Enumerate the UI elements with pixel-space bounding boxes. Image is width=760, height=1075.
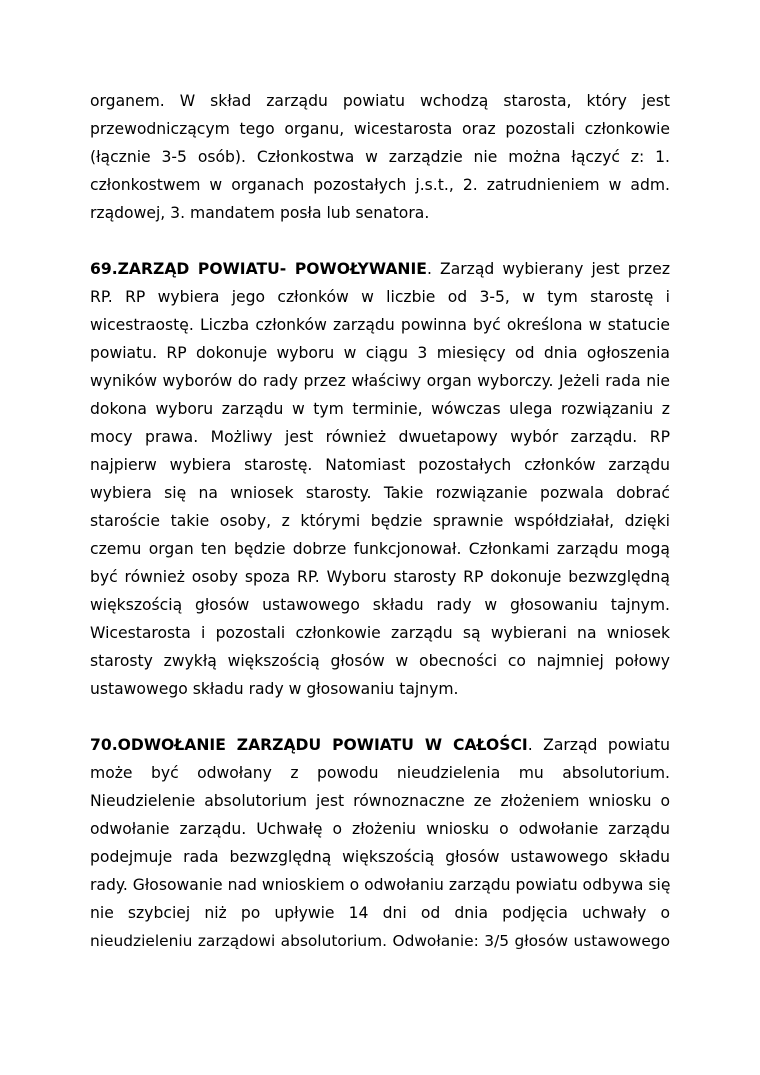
text-line: przewodniczącym tego organu, wicestarosta oraz pozostali członkowie: [90, 120, 670, 138]
text-line: większością głosów ustawowego składu rady w głosowaniu tajnym.: [90, 596, 670, 614]
text-line: wybiera się na wniosek starosty. Takie rozwiązanie pozwala dobrać: [90, 484, 670, 502]
text-line: rządowej, 3. mandatem posła lub senatora.: [90, 204, 430, 222]
text-line: staroście takie osoby, z którymi będzie sprawnie współdziałał, dzięki: [90, 512, 670, 530]
text-line: odwołanie zarządu. Uchwałę o złożeniu wniosku o odwołanie zarządu: [90, 820, 670, 838]
section-heading: 69.ZARZĄD POWIATU- POWOŁYWANIE: [90, 260, 427, 278]
heading-line: [90, 255, 670, 283]
heading-line: [90, 731, 670, 759]
text-line: wyników wyborów do rady przez właściwy organ wyborczy. Jeżeli rada nie: [90, 372, 670, 390]
text-line: podejmuje rada bezwzględną większością głosów ustawowego składu: [90, 848, 670, 866]
text-line: czemu organ ten będzie dobrze funkcjonował. Członkami zarządu mogą: [90, 540, 670, 558]
text-line: (łącznie 3-5 osób). Członkostwa w zarządzie nie można łączyć z: 1.: [90, 148, 670, 166]
text-line: mocy prawa. Możliwy jest również dwuetapowy wybór zarządu. RP: [90, 428, 670, 446]
text-line: nie szybciej niż po upływie 14 dni od dnia podjęcia uchwały o: [90, 904, 670, 922]
text-line: członkostwem w organach pozostałych j.s.t., 2. zatrudnieniem w adm.: [90, 176, 670, 194]
text-line: Nieudzielenie absolutorium jest równoznaczne ze złożeniem wniosku o: [90, 792, 670, 810]
text-line: rady. Głosowanie nad wnioskiem o odwołaniu zarządu powiatu odbywa się: [90, 876, 671, 894]
text-line: ustawowego składu rady w głosowaniu tajnym.: [90, 680, 459, 698]
text-line: dokona wyboru zarządu w tym terminie, wówczas ulega rozwiązaniu z: [90, 400, 670, 418]
text-line: wicestraostę. Liczba członków zarządu powinna być określona w statucie: [90, 316, 670, 334]
text-line: starosty zwykłą większością głosów w obecności co najmniej połowy: [90, 652, 670, 670]
text-line: być również osoby spoza RP. Wyboru starosty RP dokonuje bezwzględną: [90, 568, 670, 586]
text-line: Wicestarosta i pozostali członkowie zarządu są wybierani na wniosek: [90, 624, 670, 642]
text-line: nieudzieleniu zarządowi absolutorium. Odwołanie: 3/5 głosów ustawowego: [90, 932, 670, 950]
text-line: RP. RP wybiera jego członków w liczbie od 3-5, w tym starostę i: [90, 288, 670, 306]
text-line: najpierw wybiera starostę. Natomiast pozostałych członków zarządu: [90, 456, 670, 474]
text-line: organem. W skład zarządu powiatu wchodzą starosta, który jest: [90, 92, 670, 110]
heading-line-text: . Zarząd wybierany jest przez: [426, 260, 671, 278]
document-page: [90, 0, 670, 1075]
text-line: może być odwołany z powodu nieudzielenia mu absolutorium.: [90, 764, 670, 782]
text-line: powiatu. RP dokonuje wyboru w ciągu 3 miesięcy od dnia ogłoszenia: [90, 344, 670, 362]
section-heading: 70.ODWOŁANIE ZARZĄDU POWIATU W CAŁOŚCI: [90, 736, 528, 754]
heading-line-text: . Zarząd powiatu: [527, 736, 670, 754]
